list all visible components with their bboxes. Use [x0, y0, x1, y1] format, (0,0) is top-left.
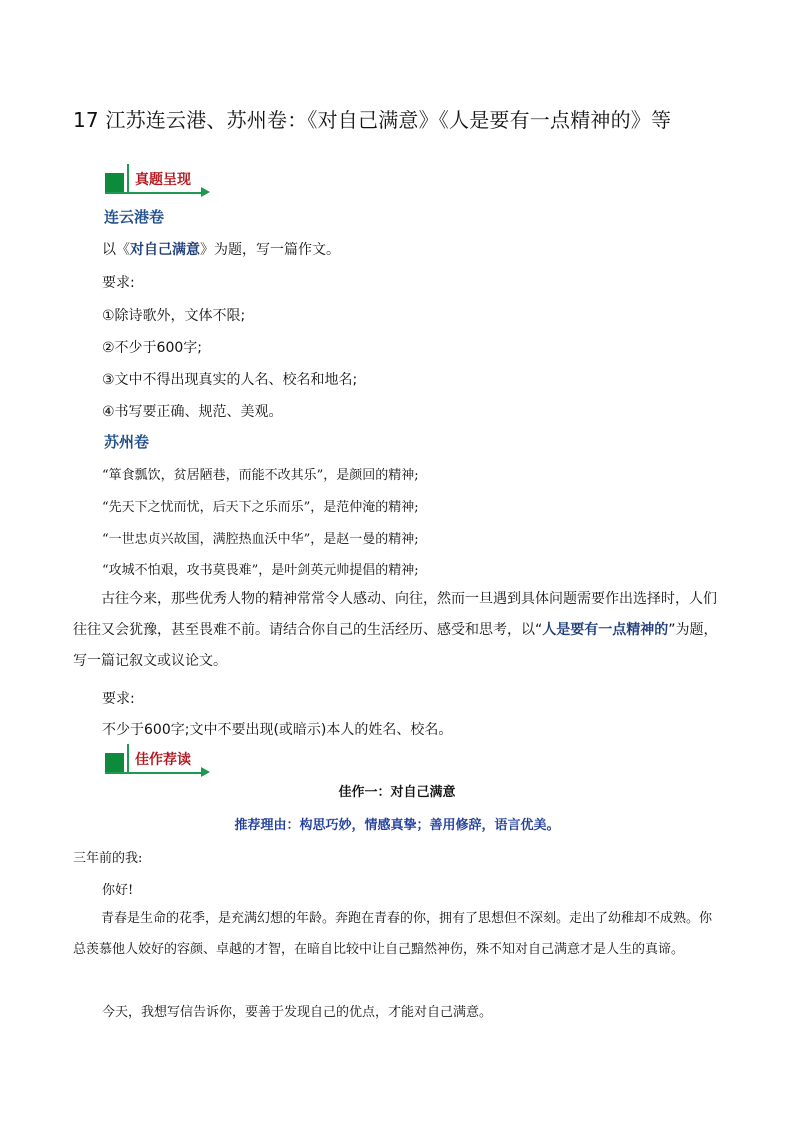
divider: [105, 192, 207, 194]
essay-paragraph: 青春是生命的花季，是充满幻想的年龄。奔跑在青春的你，拥有了思想但不深刻。走出了幼稚却不成熟。你总羡慕他人姣好的容颜、卓越的才智，在暗自比较中让自己黯然神伤，殊不知对自己满意才是人生的真谛。: [73, 911, 713, 957]
quote-line: “一世忠贞兴故国，满腔热血沃中华”，是赵一曼的精神;: [102, 532, 419, 547]
prompt-suzhou: [73, 584, 723, 677]
subheading-suzhou: 苏州卷: [104, 433, 150, 451]
page-title: 17 江苏连云港、苏州卷：《对自己满意》《人是要有一点精神的》等: [73, 108, 672, 132]
requirements-label: 要求:: [102, 691, 135, 707]
requirement-item: ①除诗歌外，文体不限;: [102, 308, 246, 324]
salutation: 三年前的我:: [73, 851, 143, 866]
green-square-icon: [105, 753, 124, 772]
prompt-title: 人是要有一点精神的: [542, 622, 669, 638]
requirements-label: 要求:: [102, 275, 135, 291]
subheading-lianyungang: 连云港卷: [104, 208, 165, 226]
divider: [105, 772, 207, 774]
recommend-reason: 推荐理由：构思巧妙，情感真挚；善用修辞，语言优美。: [234, 818, 560, 833]
prompt-text: 古往今来，那些优秀人物的精神常常令人感动、向往，然而一旦遇到具体问题需要作出选择时，人们往往又会犹豫，甚至畏难不前。请结合你自己的生活经历、感受和思考，以“: [73, 591, 717, 638]
quote-line: “攻城不怕艰，攻书莫畏难”，是叶剑英元帅提倡的精神;: [102, 563, 419, 578]
divider: [127, 164, 129, 192]
requirement-item: ②不少于600字;: [102, 340, 202, 356]
prompt-lianyungang: [102, 239, 340, 259]
greeting: 你好!: [102, 883, 134, 898]
requirement-item: ③文中不得出现真实的人名、校名和地名;: [102, 372, 358, 388]
section-label: 真题呈现: [135, 172, 191, 188]
essay-paragraph: 今天，我想写信告诉你，要善于发现自己的优点，才能对自己满意。: [102, 1005, 493, 1020]
requirement-item: ④书写要正确、规范、美观。: [102, 404, 283, 420]
quote-line: “先天下之忧而忧，后天下之乐而乐”，是范仲淹的精神;: [102, 500, 419, 515]
section-label: 佳作荐读: [135, 752, 191, 768]
prompt-title: 对自己满意: [130, 242, 200, 258]
section-header-recommended: [101, 744, 216, 778]
quote-line: “箪食瓢饮，贫居陋巷，而能不改其乐”，是颜回的精神;: [102, 468, 419, 483]
essay-title: 佳作一：对自己满意: [338, 785, 456, 800]
arrow-icon: [201, 767, 210, 777]
prompt-text: 》为题，写一篇作文。: [200, 242, 340, 258]
requirement-item: 不少于600字;文中不要出现(或暗示)本人的姓名、校名。: [102, 722, 453, 738]
green-square-icon: [105, 173, 124, 192]
prompt-text: 以《: [102, 242, 130, 258]
arrow-icon: [201, 187, 210, 197]
section-header-real-exam: [101, 164, 216, 198]
prompt-text: ”为题，写一篇记叙文或议论文。: [73, 622, 718, 669]
divider: [127, 744, 129, 772]
